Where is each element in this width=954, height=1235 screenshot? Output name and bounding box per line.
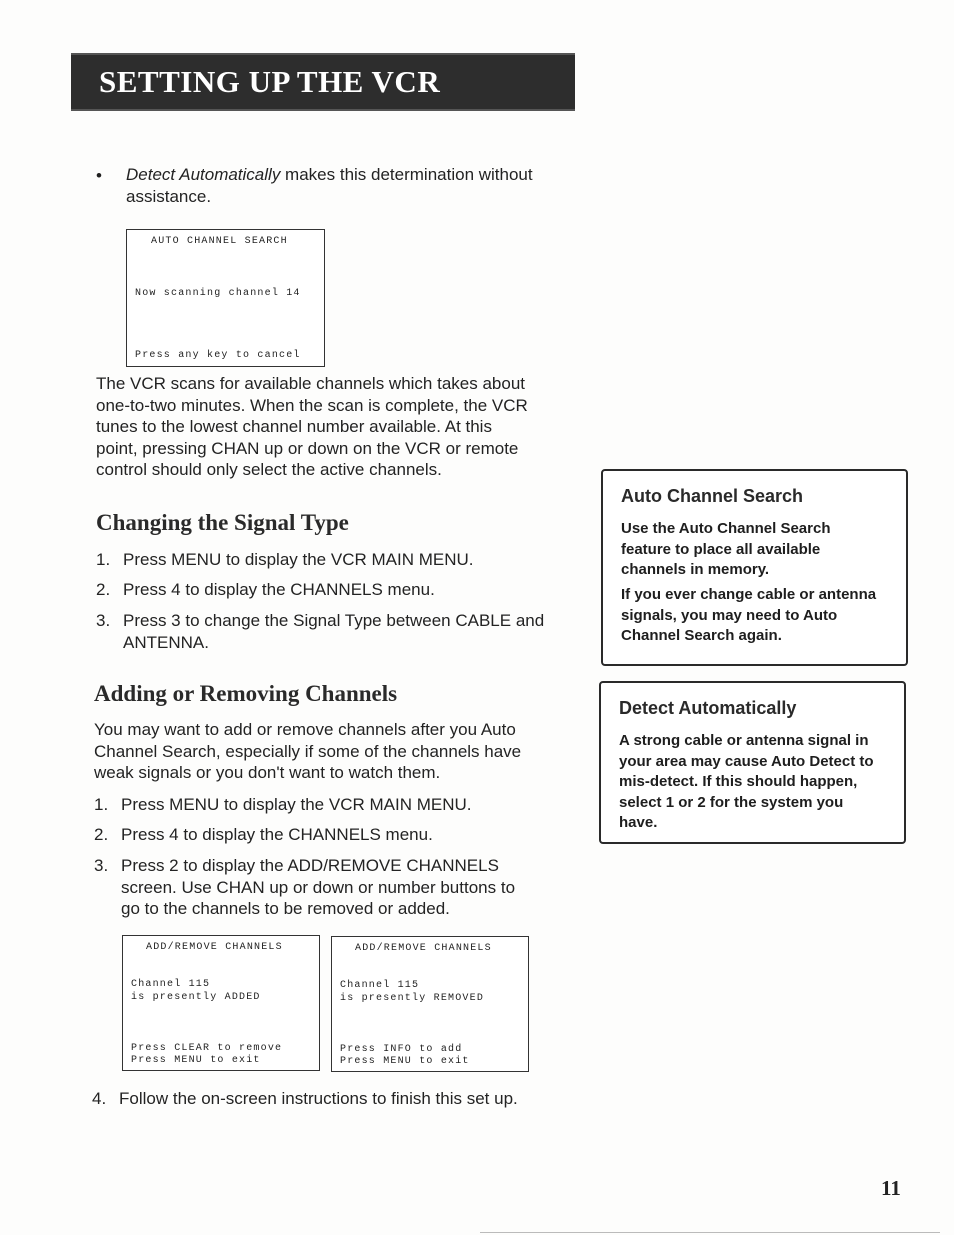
callout-paragraph [621,519,831,581]
step-number: 1. [96,550,111,569]
step-text: screen. Use CHAN up or down or number buttons to [121,877,516,897]
step-text: Press 4 to display the CHANNELS menu. [123,580,435,599]
callout-line: your area may cause Auto Detect to [619,752,874,770]
callout-line: Channel Search again. [621,627,782,644]
step-number: 2. [96,580,111,599]
intro-bullet-text [126,164,586,207]
add-remove-intro [94,719,574,784]
callout-line: channels in memory. [621,561,770,578]
screen-status: is presently REMOVED [340,993,485,1004]
page-number: 11 [881,1176,901,1200]
scan-line: one-to-two minutes. When the scan is complete, the VCR [96,395,528,415]
callout-line: feature to place all available [621,540,821,558]
screen-status: Now scanning channel 14 [135,288,301,299]
callout-paragraph [621,585,876,647]
section-header-bar [71,53,575,111]
heading-add-remove: Adding or Removing Channels [94,681,398,706]
intro-line: Channel Search, especially if some of the channels have [94,741,522,761]
step-text: Press MENU to display the VCR MAIN MENU. [123,550,474,569]
bullet-rest-line1: makes this determination without [280,165,533,184]
bullet-emphasis: Detect Automatically [126,165,281,184]
step-text: Press MENU to display the VCR MAIN MENU. [121,795,472,814]
page-title: SETTING UP THE VCR [99,64,441,99]
auto-channel-search-screen [126,229,325,367]
callout-line: select 1 or 2 for the system you [619,793,844,811]
screen-channel: Channel 115 [131,979,211,990]
step-text-block [123,610,544,653]
step-text: Press 4 to display the CHANNELS menu. [121,825,433,844]
screen-footer: Press CLEAR to remove [131,1043,283,1054]
callout-line: If you ever change cable or antenna [621,586,877,603]
step-number: 4. [92,1089,107,1108]
step-text-block [121,855,515,920]
scan-line: point, pressing CHAN up or down on the VCR or remote [96,438,519,458]
step-text: Press 2 to display the ADD/REMOVE CHANNELS [121,856,499,875]
scan-paragraph [96,373,576,481]
add-remove-screen-removed [331,936,529,1072]
intro-line: You may want to add or remove channels after you Auto [94,720,516,739]
scan-line: control should only select the active channels. [96,460,442,479]
callout-line: mis-detect. If this should happen, [619,773,858,790]
screen-footer: Press MENU to exit [340,1056,470,1067]
callout-detect-automatically [599,681,906,844]
step-text: Press 3 to change the Signal Type between CABLE and [123,611,545,630]
screen-footer: Press MENU to exit [131,1055,261,1066]
step-text: Follow the on-screen instructions to finish this set up. [119,1089,518,1108]
intro-line: weak signals or you don't want to watch them. [94,763,441,782]
screen-channel: Channel 115 [340,980,420,991]
callout-paragraph [619,731,874,834]
scan-line: The VCR scans for available channels which takes about [96,374,526,393]
step-number: 1. [94,795,109,814]
screen-title: ADD/REMOVE CHANNELS [146,942,283,953]
screen-title: AUTO CHANNEL SEARCH [151,236,288,247]
callout-line: Use the Auto Channel Search [621,520,831,537]
step-number: 2. [94,825,109,844]
step-number: 3. [96,611,111,630]
heading-signal-type: Changing the Signal Type [96,510,349,535]
footer-rule [480,1232,940,1233]
callout-title: Auto Channel Search [621,486,804,506]
callout-line: A strong cable or antenna signal in [619,732,869,749]
step-text: go to the channels to be removed or added. [121,899,450,918]
callout-auto-channel-search [601,469,908,666]
screen-footer: Press INFO to add [340,1044,463,1055]
scan-line: tunes to the lowest channel number available. At this [96,417,492,436]
bullet-rest-line2: assistance. [126,186,212,206]
step-number: 3. [94,856,109,875]
step-text: ANTENNA. [123,632,209,652]
screen-title: ADD/REMOVE CHANNELS [355,943,492,954]
callout-line: signals, you may need to Auto [621,606,838,624]
bullet-marker: • [96,166,102,185]
callout-title: Detect Automatically [619,698,797,718]
screen-status: is presently ADDED [131,992,261,1003]
add-remove-screen-added [122,935,320,1071]
callout-line: have. [619,814,658,831]
screen-footer: Press any key to cancel [135,350,301,361]
